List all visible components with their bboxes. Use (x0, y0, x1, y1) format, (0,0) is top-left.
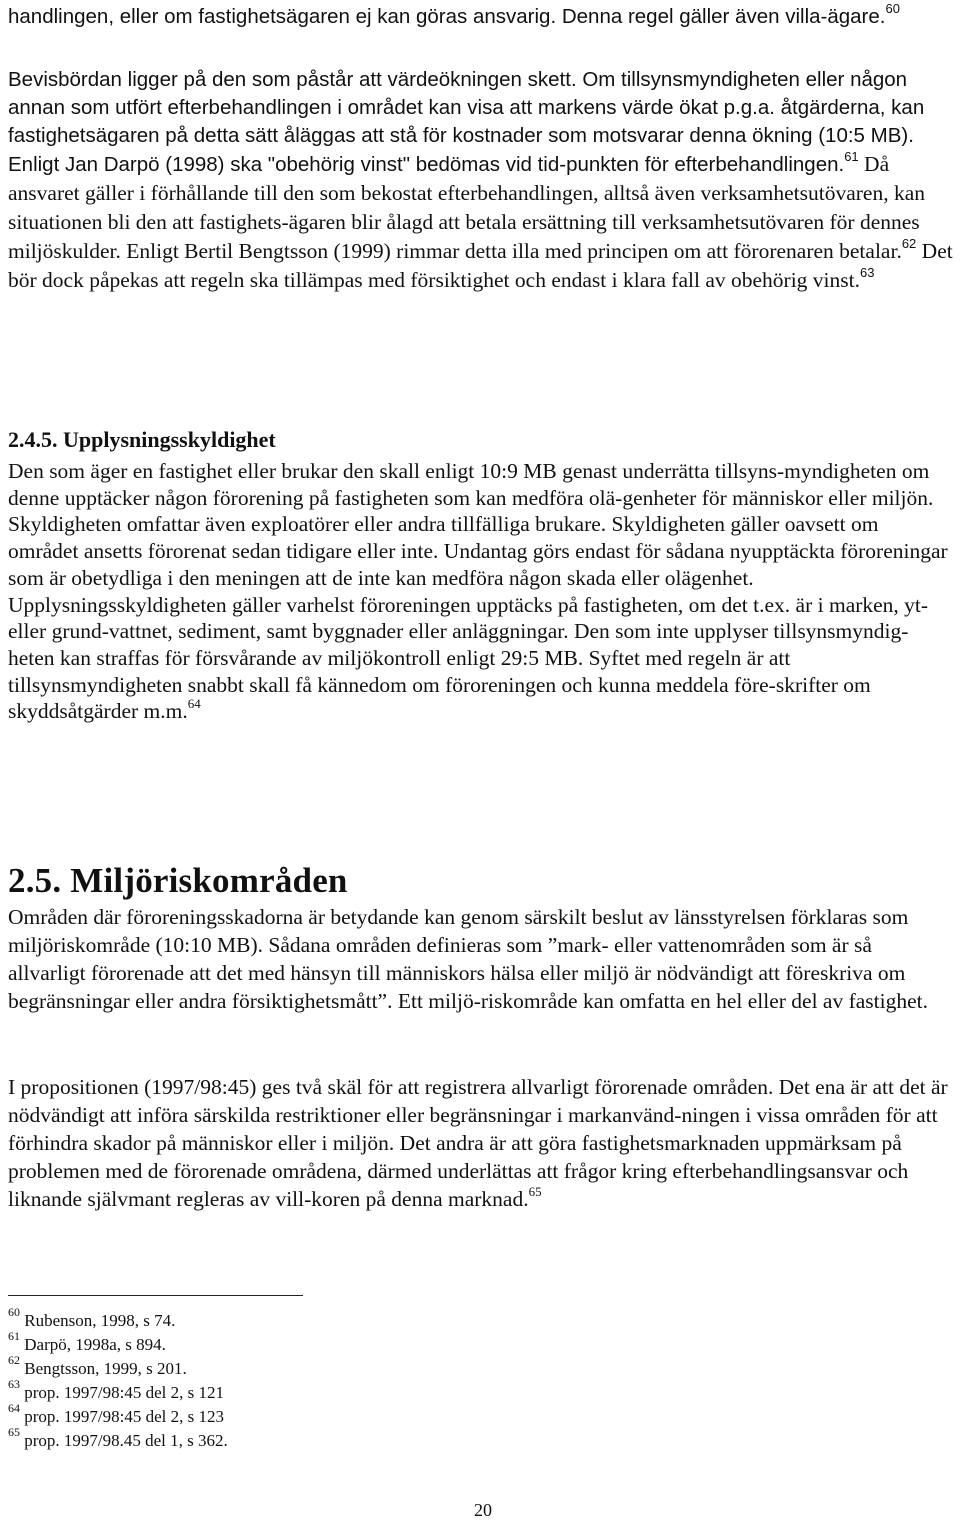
footnote-ref: 61 (844, 149, 859, 165)
footnote-text: Bengtsson, 1999, s 201. (24, 1359, 187, 1378)
footnote-number: 63 (8, 1377, 20, 1392)
footnote-text: prop. 1997/98.45 del 1, s 362. (24, 1431, 228, 1450)
footnote-number: 61 (8, 1329, 20, 1344)
paragraph-text: Då ansvaret gäller i förhållande till den som bekostat efterbehandlingen, alltså även verksamhetsutövaren, kan situationen bli den att fastighets-ägaren blir ålagd att betala ersättning till verksamhetsutövaren för dennes miljöskulder. Enligt Bertil Bengtsson (1999) rimmar detta illa med principen om att förorenaren betalar. (8, 152, 926, 263)
footnote-item (8, 1329, 228, 1357)
footnote-list (8, 1305, 228, 1453)
footnote-item (8, 1305, 228, 1333)
paragraph-text: Bevisbördan ligger på den som påstår att värdeökningen skett. Om tillsynsmyndigheten eller någon annan som utfört efterbehandlingen i området kan visa att markens värde ökat p.g.a. (8, 68, 908, 119)
section-body-245 (8, 458, 953, 725)
footnote-item (8, 1401, 228, 1429)
paragraph-top (8, 1, 953, 30)
footnote-item (8, 1425, 228, 1453)
page-number: 20 (474, 1500, 492, 1520)
paragraph-text: Den som äger en fastighet eller brukar den skall enligt 10:9 MB genast underrätta tillsyns-myndigheten om denne upptäcker någon förorening på fastigheten som kan medföra olä-genheter för människor eller miljön. Skyldigheten omfattar även exploatörer eller andra tillfälliga brukare. Skyldigheten gäller oavsett om området ansetts förorenat sedan tidigare eller inte. Undantag görs endast för sådana nyupptäckta föroreningar som är obetydliga i den meningen att de inte kan medföra någon skada eller olägenhet. Upplysningsskyldigheten gäller varhelst föroreningen upptäcks på fastigheten, om det t.ex. är i marken, yt- eller grund-vattnet, sediment, samt byggnader eller anläggningar. Den som inte upplyser tillsynsmyndig-heten kan straffas för försvårande av miljökontroll enligt 29:5 MB. Syftet med regeln är att tillsynsmyndigheten snabbt skall få kännedom om föroreningen och kunna meddela före-skrifter om skyddsåtgärder m.m. (8, 459, 948, 724)
paragraph-text: Det bör dock påpekas att regeln ska tillämpas med försiktighet och endast i klara fall av obehörig vinst. (8, 239, 953, 292)
paragraph-text: Områden där föroreningsskadorna är betydande kan genom särskilt beslut av länsstyrelsen förklaras som miljöriskområde (10:10 MB). Sådana områden definieras som ”mark- eller vattenområden som är så allvarligt förorenade att det med hänsyn till människors hälsa eller miljö är nödvändigt att föreskriva om begränsningar eller andra försiktighetsmått”. Ett miljö-riskområde kan omfatta en hel eller del av fastighet. (8, 905, 928, 1013)
footnote-item (8, 1377, 228, 1405)
section-heading-245: 2.4.5. Upplysningsskyldighet (8, 427, 276, 452)
paragraph-text: I propositionen (1997/98:45) ges två skäl för att registrera allvarligt förorenade områden. Det ena är att det är nödvändigt att införa särskilda restriktioner eller begränsningar i markanvänd-ningen i vissa områden för att förhindra skador på människor eller i miljön. Det andra är att göra fastighetsmarknaden uppmärksam på problemen med de förorenade områdena, därmed underlättas att frågor kring efterbehandlingsansvar och liknande självmant regleras av vill-koren på denna marknad. (8, 1075, 948, 1211)
footnote-number: 62 (8, 1353, 20, 1368)
paragraph-evidence (8, 66, 953, 295)
footnote-text: prop. 1997/98:45 del 2, s 123 (24, 1407, 224, 1426)
footnote-ref: 64 (187, 696, 201, 712)
footnote-text: Darpö, 1998a, s 894. (24, 1335, 166, 1354)
section-body-25-p1 (8, 903, 953, 1015)
footnote-ref: 63 (860, 265, 875, 281)
section-heading-25: 2.5. Miljöriskområden (8, 861, 348, 900)
paragraph-text: åtgärderna, kan fastighetsägaren på detta sätt åläggas att stå för kostnader som motsvarar denna ökning (10:5 MB). Enligt Jan Darpö (1998) ska "obehörig vinst" bedömas vid tid-punkten för efterbehandlingen. (8, 96, 925, 176)
footnote-number: 64 (8, 1401, 20, 1416)
footnote-item (8, 1353, 228, 1381)
section-body-25-p2 (8, 1073, 953, 1213)
footnote-divider (8, 1295, 303, 1296)
footnote-text: prop. 1997/98:45 del 2, s 121 (24, 1383, 224, 1402)
footnote-ref: 65 (528, 1183, 542, 1199)
footnote-ref: 60 (885, 1, 900, 17)
footnote-ref: 62 (901, 236, 917, 252)
footnote-number: 60 (8, 1305, 20, 1320)
footnote-text: Rubenson, 1998, s 74. (24, 1311, 176, 1330)
footnote-number: 65 (8, 1425, 20, 1440)
paragraph-text: handlingen, eller om fastighetsägaren ej kan göras ansvarig. Denna regel gäller även villa-ägare. (8, 5, 886, 28)
